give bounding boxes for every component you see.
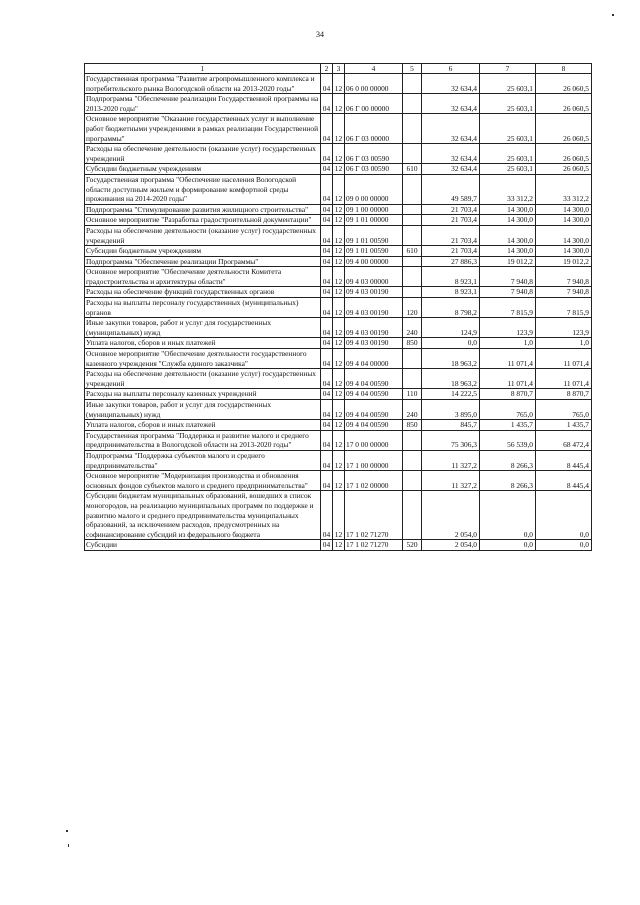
row-subsection: 12 <box>333 349 345 369</box>
row-section: 04 <box>321 114 333 144</box>
row-amount-2020: 14 300,0 <box>480 225 536 245</box>
table-row <box>85 144 592 164</box>
table-row <box>85 204 592 215</box>
row-name: Расходы на обеспечение деятельности (оказание услуг) государственных учреждений <box>85 225 321 245</box>
row-section: 04 <box>321 491 333 540</box>
row-target-code: 09 1 01 00590 <box>345 246 403 257</box>
budget-table <box>84 63 592 551</box>
row-subsection: 12 <box>333 420 345 431</box>
row-subsection: 12 <box>333 267 345 287</box>
row-amount-2020: 7 940,8 <box>480 287 536 298</box>
row-name: Иные закупки товаров, работ и услуг для государственных (муниципальных) нужд <box>85 400 321 420</box>
row-expense-type: 110 <box>403 389 422 400</box>
row-section: 04 <box>321 287 333 298</box>
scan-mark <box>612 14 614 16</box>
row-amount-2020: 14 300,0 <box>480 246 536 257</box>
row-amount-2021: 7 940,8 <box>536 287 592 298</box>
row-name: Уплата налогов, сборов и иных платежей <box>85 338 321 349</box>
row-expense-type: 850 <box>403 338 422 349</box>
row-amount-2021: 8 445,4 <box>536 450 592 470</box>
row-subsection: 12 <box>333 164 345 175</box>
row-target-code: 06 0 00 00000 <box>345 74 403 94</box>
row-section: 04 <box>321 318 333 338</box>
row-expense-type: 850 <box>403 420 422 431</box>
row-section: 04 <box>321 450 333 470</box>
table-row <box>85 430 592 450</box>
row-section: 04 <box>321 164 333 175</box>
row-amount-2020: 8 266,3 <box>480 450 536 470</box>
row-target-code: 09 4 04 00590 <box>345 369 403 389</box>
row-subsection: 12 <box>333 246 345 257</box>
row-name: Основное мероприятие "Разработка градостроительной документации" <box>85 215 321 226</box>
row-section: 04 <box>321 174 333 204</box>
row-target-code: 06 Г 03 00590 <box>345 164 403 175</box>
row-amount-2021: 26 060,5 <box>536 94 592 114</box>
row-section: 04 <box>321 94 333 114</box>
row-amount-2019: 18 963,2 <box>422 349 480 369</box>
row-amount-2019: 11 327,2 <box>422 471 480 491</box>
row-subsection: 12 <box>333 144 345 164</box>
row-subsection: 12 <box>333 338 345 349</box>
table-row <box>85 540 592 551</box>
row-subsection: 12 <box>333 74 345 94</box>
row-amount-2020: 19 012,2 <box>480 256 536 267</box>
row-name: Расходы на обеспечение функций государственных органов <box>85 287 321 298</box>
table-row <box>85 389 592 400</box>
row-subsection: 12 <box>333 225 345 245</box>
row-subsection: 12 <box>333 256 345 267</box>
row-target-code: 17 1 02 71270 <box>345 540 403 551</box>
table-row <box>85 287 592 298</box>
row-section: 04 <box>321 144 333 164</box>
row-section: 04 <box>321 267 333 287</box>
table-header-row <box>85 64 592 74</box>
row-subsection: 12 <box>333 318 345 338</box>
row-section: 04 <box>321 338 333 349</box>
header-col-1: 1 <box>85 64 321 74</box>
row-target-code: 09 4 03 00190 <box>345 287 403 298</box>
row-amount-2021: 14 300,0 <box>536 225 592 245</box>
row-expense-type <box>403 349 422 369</box>
row-amount-2021: 0,0 <box>536 540 592 551</box>
row-subsection: 12 <box>333 389 345 400</box>
row-target-code: 09 4 03 00190 <box>345 318 403 338</box>
row-amount-2020: 8 266,3 <box>480 471 536 491</box>
row-name: Субсидии бюджетным учреждениям <box>85 246 321 257</box>
row-amount-2019: 75 306,3 <box>422 430 480 450</box>
table-row <box>85 369 592 389</box>
row-target-code: 09 1 00 00000 <box>345 204 403 215</box>
header-col-3: 3 <box>333 64 345 74</box>
row-name: Государственная программа "Поддержка и развитие малого и среднего предпринимательства в Вологодской области на 2013-2020 годы" <box>85 430 321 450</box>
row-name: Расходы на выплаты персоналу государственных (муниципальных) органов <box>85 298 321 318</box>
row-amount-2020: 25 603,1 <box>480 94 536 114</box>
row-amount-2020: 11 071,4 <box>480 349 536 369</box>
row-amount-2021: 765,0 <box>536 400 592 420</box>
row-section: 04 <box>321 349 333 369</box>
row-section: 04 <box>321 215 333 226</box>
row-name: Расходы на выплаты персоналу казенных учреждений <box>85 389 321 400</box>
row-subsection: 12 <box>333 369 345 389</box>
row-subsection: 12 <box>333 298 345 318</box>
row-name: Основное мероприятие "Оказание государственных услуг и выполнение работ бюджетными учреждениями в рамках реализации Государственной программы" <box>85 114 321 144</box>
row-expense-type <box>403 215 422 226</box>
table-row <box>85 400 592 420</box>
row-target-code: 06 Г 03 00000 <box>345 114 403 144</box>
row-amount-2019: 27 886,3 <box>422 256 480 267</box>
row-section: 04 <box>321 369 333 389</box>
row-expense-type <box>403 204 422 215</box>
row-amount-2020: 0,0 <box>480 491 536 540</box>
row-amount-2019: 124,9 <box>422 318 480 338</box>
row-section: 04 <box>321 430 333 450</box>
row-subsection: 12 <box>333 450 345 470</box>
page-number: 34 <box>316 30 324 39</box>
row-amount-2019: 32 634,4 <box>422 94 480 114</box>
row-amount-2020: 14 300,0 <box>480 204 536 215</box>
row-name: Субсидии бюджетным учреждениям <box>85 164 321 175</box>
table-row <box>85 267 592 287</box>
row-name: Основное мероприятие "Модернизация производства и обновления основных фондов субъектов малого и среднего предпринимательства" <box>85 471 321 491</box>
row-amount-2019: 8 923,1 <box>422 287 480 298</box>
row-amount-2019: 2 054,0 <box>422 540 480 551</box>
row-target-code: 09 4 04 00590 <box>345 400 403 420</box>
table-row <box>85 114 592 144</box>
table-row <box>85 338 592 349</box>
row-target-code: 06 Г 00 00000 <box>345 94 403 114</box>
row-amount-2020: 1 435,7 <box>480 420 536 431</box>
row-amount-2021: 19 012,2 <box>536 256 592 267</box>
row-amount-2020: 25 603,1 <box>480 74 536 94</box>
row-amount-2021: 26 060,5 <box>536 144 592 164</box>
row-name: Государственная программа "Развитие агропромышленного комплекса и потребительского рынка Вологодской области на 2013-2020 годы" <box>85 74 321 94</box>
row-expense-type: 240 <box>403 318 422 338</box>
row-expense-type: 610 <box>403 246 422 257</box>
row-target-code: 09 4 04 00590 <box>345 389 403 400</box>
row-expense-type: 520 <box>403 540 422 551</box>
table-row <box>85 318 592 338</box>
header-col-8: 8 <box>536 64 592 74</box>
table-row <box>85 225 592 245</box>
row-amount-2021: 1,0 <box>536 338 592 349</box>
row-name: Расходы на обеспечение деятельности (оказание услуг) государственных учреждений <box>85 369 321 389</box>
row-amount-2020: 1,0 <box>480 338 536 349</box>
row-section: 04 <box>321 225 333 245</box>
row-amount-2019: 32 634,4 <box>422 74 480 94</box>
row-expense-type <box>403 74 422 94</box>
row-expense-type <box>403 430 422 450</box>
row-target-code: 17 1 02 71270 <box>345 491 403 540</box>
table-row <box>85 471 592 491</box>
table-row <box>85 246 592 257</box>
row-name: Уплата налогов, сборов и иных платежей <box>85 420 321 431</box>
row-expense-type <box>403 114 422 144</box>
row-amount-2019: 845,7 <box>422 420 480 431</box>
table-body <box>85 74 592 551</box>
row-target-code: 09 4 03 00190 <box>345 338 403 349</box>
table-row <box>85 450 592 470</box>
row-amount-2019: 8 798,2 <box>422 298 480 318</box>
row-name: Подпрограмма "Обеспечение реализации Государственной программы на 2013-2020 годы" <box>85 94 321 114</box>
header-col-7: 7 <box>480 64 536 74</box>
row-expense-type <box>403 267 422 287</box>
row-target-code: 09 4 03 00190 <box>345 298 403 318</box>
row-expense-type <box>403 491 422 540</box>
row-target-code: 09 4 03 00000 <box>345 267 403 287</box>
row-amount-2021: 26 060,5 <box>536 164 592 175</box>
row-expense-type: 610 <box>403 164 422 175</box>
row-amount-2021: 33 312,2 <box>536 174 592 204</box>
row-expense-type: 120 <box>403 298 422 318</box>
row-amount-2019: 21 703,4 <box>422 225 480 245</box>
table-row <box>85 94 592 114</box>
row-amount-2021: 7 940,8 <box>536 267 592 287</box>
row-amount-2020: 0,0 <box>480 540 536 551</box>
row-amount-2019: 8 923,1 <box>422 267 480 287</box>
row-name: Субсидии бюджетам муниципальных образований, вошедших в список моногородов, на реализацию муниципальных программ по поддержке и развитию малого и среднего предпринимательства муниципальных образований, за исключением расходов, предусмотренных на софинансирование субсидий из федерального бюджета <box>85 491 321 540</box>
row-expense-type <box>403 94 422 114</box>
row-amount-2019: 21 703,4 <box>422 246 480 257</box>
row-amount-2019: 14 222,5 <box>422 389 480 400</box>
row-subsection: 12 <box>333 540 345 551</box>
table-row <box>85 164 592 175</box>
scan-mark <box>68 844 69 847</box>
row-amount-2020: 25 603,1 <box>480 144 536 164</box>
row-amount-2021: 7 815,9 <box>536 298 592 318</box>
row-subsection: 12 <box>333 204 345 215</box>
row-amount-2021: 0,0 <box>536 491 592 540</box>
row-amount-2021: 11 071,4 <box>536 349 592 369</box>
row-amount-2021: 26 060,5 <box>536 74 592 94</box>
table-row <box>85 256 592 267</box>
header-col-5: 5 <box>403 64 422 74</box>
row-subsection: 12 <box>333 491 345 540</box>
row-name: Субсидии <box>85 540 321 551</box>
row-subsection: 12 <box>333 287 345 298</box>
row-section: 04 <box>321 256 333 267</box>
row-amount-2019: 18 963,2 <box>422 369 480 389</box>
row-subsection: 12 <box>333 114 345 144</box>
row-amount-2019: 0,0 <box>422 338 480 349</box>
header-col-6: 6 <box>422 64 480 74</box>
row-amount-2019: 21 703,4 <box>422 215 480 226</box>
row-target-code: 09 4 04 00590 <box>345 420 403 431</box>
header-col-2: 2 <box>321 64 333 74</box>
row-amount-2021: 14 300,0 <box>536 215 592 226</box>
row-subsection: 12 <box>333 471 345 491</box>
row-name: Основное мероприятие "Обеспечение деятельности государственного казенного учреждения "Служба единого заказчика" <box>85 349 321 369</box>
row-amount-2021: 14 300,0 <box>536 246 592 257</box>
row-expense-type <box>403 225 422 245</box>
row-expense-type <box>403 256 422 267</box>
row-amount-2020: 56 539,0 <box>480 430 536 450</box>
row-amount-2021: 123,9 <box>536 318 592 338</box>
table-row <box>85 298 592 318</box>
row-expense-type <box>403 471 422 491</box>
scan-mark <box>66 830 68 832</box>
row-amount-2020: 25 603,1 <box>480 114 536 144</box>
row-amount-2021: 14 300,0 <box>536 204 592 215</box>
row-amount-2020: 123,9 <box>480 318 536 338</box>
row-target-code: 09 4 04 00000 <box>345 349 403 369</box>
row-amount-2020: 14 300,0 <box>480 215 536 226</box>
row-target-code: 17 1 00 00000 <box>345 450 403 470</box>
table-row <box>85 420 592 431</box>
row-amount-2019: 32 634,4 <box>422 144 480 164</box>
row-section: 04 <box>321 74 333 94</box>
row-amount-2021: 8 870,7 <box>536 389 592 400</box>
row-name: Иные закупки товаров, работ и услуг для государственных (муниципальных) нужд <box>85 318 321 338</box>
row-section: 04 <box>321 389 333 400</box>
row-target-code: 17 1 02 00000 <box>345 471 403 491</box>
row-subsection: 12 <box>333 215 345 226</box>
row-amount-2020: 8 870,7 <box>480 389 536 400</box>
row-subsection: 12 <box>333 94 345 114</box>
row-amount-2019: 2 054,0 <box>422 491 480 540</box>
table-row <box>85 491 592 540</box>
row-name: Подпрограмма "Обеспечение реализации Программы" <box>85 256 321 267</box>
row-name: Подпрограмма "Поддержка субъектов малого и среднего предпринимательства" <box>85 450 321 470</box>
row-subsection: 12 <box>333 400 345 420</box>
row-expense-type <box>403 369 422 389</box>
row-expense-type <box>403 174 422 204</box>
row-expense-type: 240 <box>403 400 422 420</box>
row-amount-2020: 7 815,9 <box>480 298 536 318</box>
row-amount-2019: 32 634,4 <box>422 114 480 144</box>
row-name: Расходы на обеспечение деятельности (оказание услуг) государственных учреждений <box>85 144 321 164</box>
row-amount-2019: 3 895,0 <box>422 400 480 420</box>
row-amount-2021: 68 472,4 <box>536 430 592 450</box>
row-section: 04 <box>321 420 333 431</box>
row-amount-2019: 32 634,4 <box>422 164 480 175</box>
row-section: 04 <box>321 471 333 491</box>
row-section: 04 <box>321 298 333 318</box>
row-target-code: 09 1 01 00000 <box>345 215 403 226</box>
row-target-code: 17 0 00 00000 <box>345 430 403 450</box>
row-expense-type <box>403 287 422 298</box>
row-expense-type <box>403 144 422 164</box>
header-col-4: 4 <box>345 64 403 74</box>
table-row <box>85 215 592 226</box>
row-amount-2019: 21 703,4 <box>422 204 480 215</box>
row-name: Государственная программа "Обеспечение населения Вологодской области доступным жильем и формирование комфортной среды проживания на 2014-2020 годы" <box>85 174 321 204</box>
row-amount-2021: 8 445,4 <box>536 471 592 491</box>
row-section: 04 <box>321 540 333 551</box>
table-row <box>85 74 592 94</box>
row-amount-2019: 11 327,2 <box>422 450 480 470</box>
row-target-code: 09 1 01 00590 <box>345 225 403 245</box>
row-amount-2021: 1 435,7 <box>536 420 592 431</box>
row-section: 04 <box>321 246 333 257</box>
row-subsection: 12 <box>333 174 345 204</box>
table-row <box>85 174 592 204</box>
row-amount-2020: 33 312,2 <box>480 174 536 204</box>
row-subsection: 12 <box>333 430 345 450</box>
row-section: 04 <box>321 400 333 420</box>
row-amount-2019: 49 589,7 <box>422 174 480 204</box>
row-section: 04 <box>321 204 333 215</box>
row-target-code: 09 4 00 00000 <box>345 256 403 267</box>
row-expense-type <box>403 450 422 470</box>
row-target-code: 06 Г 03 00590 <box>345 144 403 164</box>
row-name: Основное мероприятие "Обеспечение деятельности Комитета градостроительства и архитектуры области" <box>85 267 321 287</box>
row-amount-2020: 7 940,8 <box>480 267 536 287</box>
row-target-code: 09 0 00 00000 <box>345 174 403 204</box>
row-amount-2020: 11 071,4 <box>480 369 536 389</box>
row-amount-2020: 25 603,1 <box>480 164 536 175</box>
row-amount-2020: 765,0 <box>480 400 536 420</box>
row-amount-2021: 26 060,5 <box>536 114 592 144</box>
table-row <box>85 349 592 369</box>
row-name: Подпрограмма "Стимулирование развития жилищного строительства" <box>85 204 321 215</box>
row-amount-2021: 11 071,4 <box>536 369 592 389</box>
